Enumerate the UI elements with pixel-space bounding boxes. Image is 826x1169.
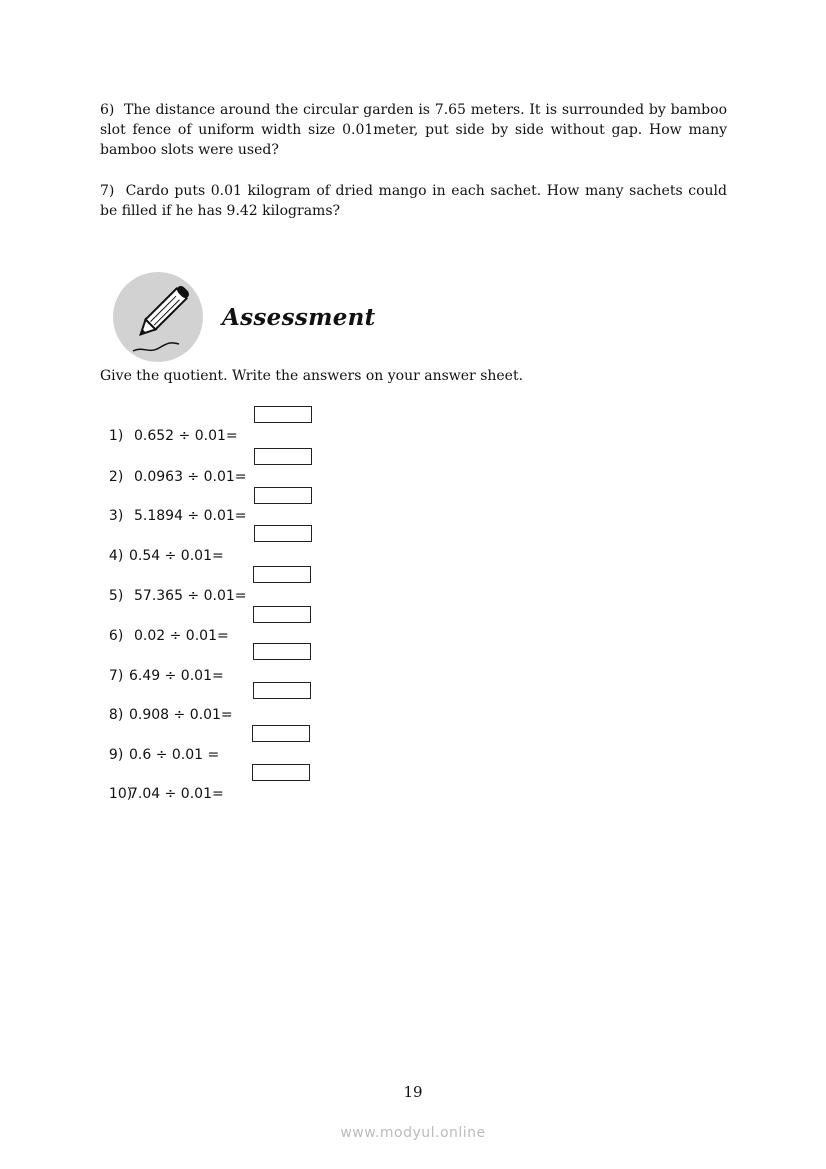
problem-number: 6) — [100, 102, 115, 118]
assessment-item-9 — [100, 725, 220, 763]
problem-number: 7) — [100, 183, 115, 199]
item-number: 5) — [108, 588, 124, 604]
answer-box-5[interactable] — [253, 566, 311, 583]
answer-box-3[interactable] — [254, 487, 312, 504]
pencil-icon — [113, 272, 203, 362]
item-number: 10) — [108, 786, 133, 802]
item-number: 1) — [108, 428, 124, 444]
assessment-instructions: Give the quotient. Write the answers on your answer sheet. — [100, 368, 524, 384]
item-number: 6) — [108, 628, 124, 644]
item-expression: 0.02 ÷ 0.01= — [134, 628, 229, 644]
word-problem-7 — [100, 181, 727, 221]
item-number: 9) — [108, 747, 124, 763]
assessment-item-4 — [100, 526, 224, 564]
answer-box-2[interactable] — [254, 448, 312, 465]
assessment-item-8 — [100, 685, 233, 723]
item-number: 7) — [108, 668, 124, 684]
answer-box-8[interactable] — [253, 682, 311, 699]
assessment-item-2 — [100, 447, 247, 485]
problem-text: Cardo puts 0.01 kilogram of dried mango in each sachet. How many sachets could be filled if he has 9.42 kilograms? — [100, 183, 727, 219]
answer-box-4[interactable] — [254, 525, 312, 542]
item-number: 2) — [108, 469, 124, 485]
answer-box-6[interactable] — [253, 606, 311, 623]
watermark: www.modyul.online — [340, 1125, 486, 1141]
item-expression: 7.04 ÷ 0.01= — [129, 786, 224, 802]
item-expression: 57.365 ÷ 0.01= — [134, 588, 247, 604]
assessment-item-3 — [100, 486, 247, 524]
word-problem-6 — [100, 100, 727, 160]
assessment-title: Assessment — [222, 304, 376, 331]
assessment-item-1 — [100, 406, 238, 444]
assessment-item-10 — [100, 764, 224, 802]
item-expression: 6.49 ÷ 0.01= — [129, 668, 224, 684]
item-number: 3) — [108, 508, 124, 524]
answer-box-9[interactable] — [252, 725, 310, 742]
item-number: 8) — [108, 707, 124, 723]
page-number: 19 — [403, 1083, 423, 1101]
item-expression: 0.0963 ÷ 0.01= — [134, 469, 247, 485]
answer-box-1[interactable] — [254, 406, 312, 423]
assessment-item-6 — [100, 606, 229, 644]
answer-box-7[interactable] — [253, 643, 311, 660]
item-expression: 0.908 ÷ 0.01= — [129, 707, 233, 723]
item-expression: 0.54 ÷ 0.01= — [129, 548, 224, 564]
item-number: 4) — [108, 548, 124, 564]
assessment-item-7 — [100, 646, 224, 684]
assessment-item-5 — [100, 566, 247, 604]
item-expression: 5.1894 ÷ 0.01= — [134, 508, 247, 524]
item-expression: 0.652 ÷ 0.01= — [134, 428, 238, 444]
item-expression: 0.6 ÷ 0.01 = — [129, 747, 220, 763]
answer-box-10[interactable] — [252, 764, 310, 781]
problem-text: The distance around the circular garden is 7.65 meters. It is surrounded by bamboo slot fence of uniform width size 0.01meter, put side by side without gap. How many bamboo slots were used? — [100, 102, 727, 158]
